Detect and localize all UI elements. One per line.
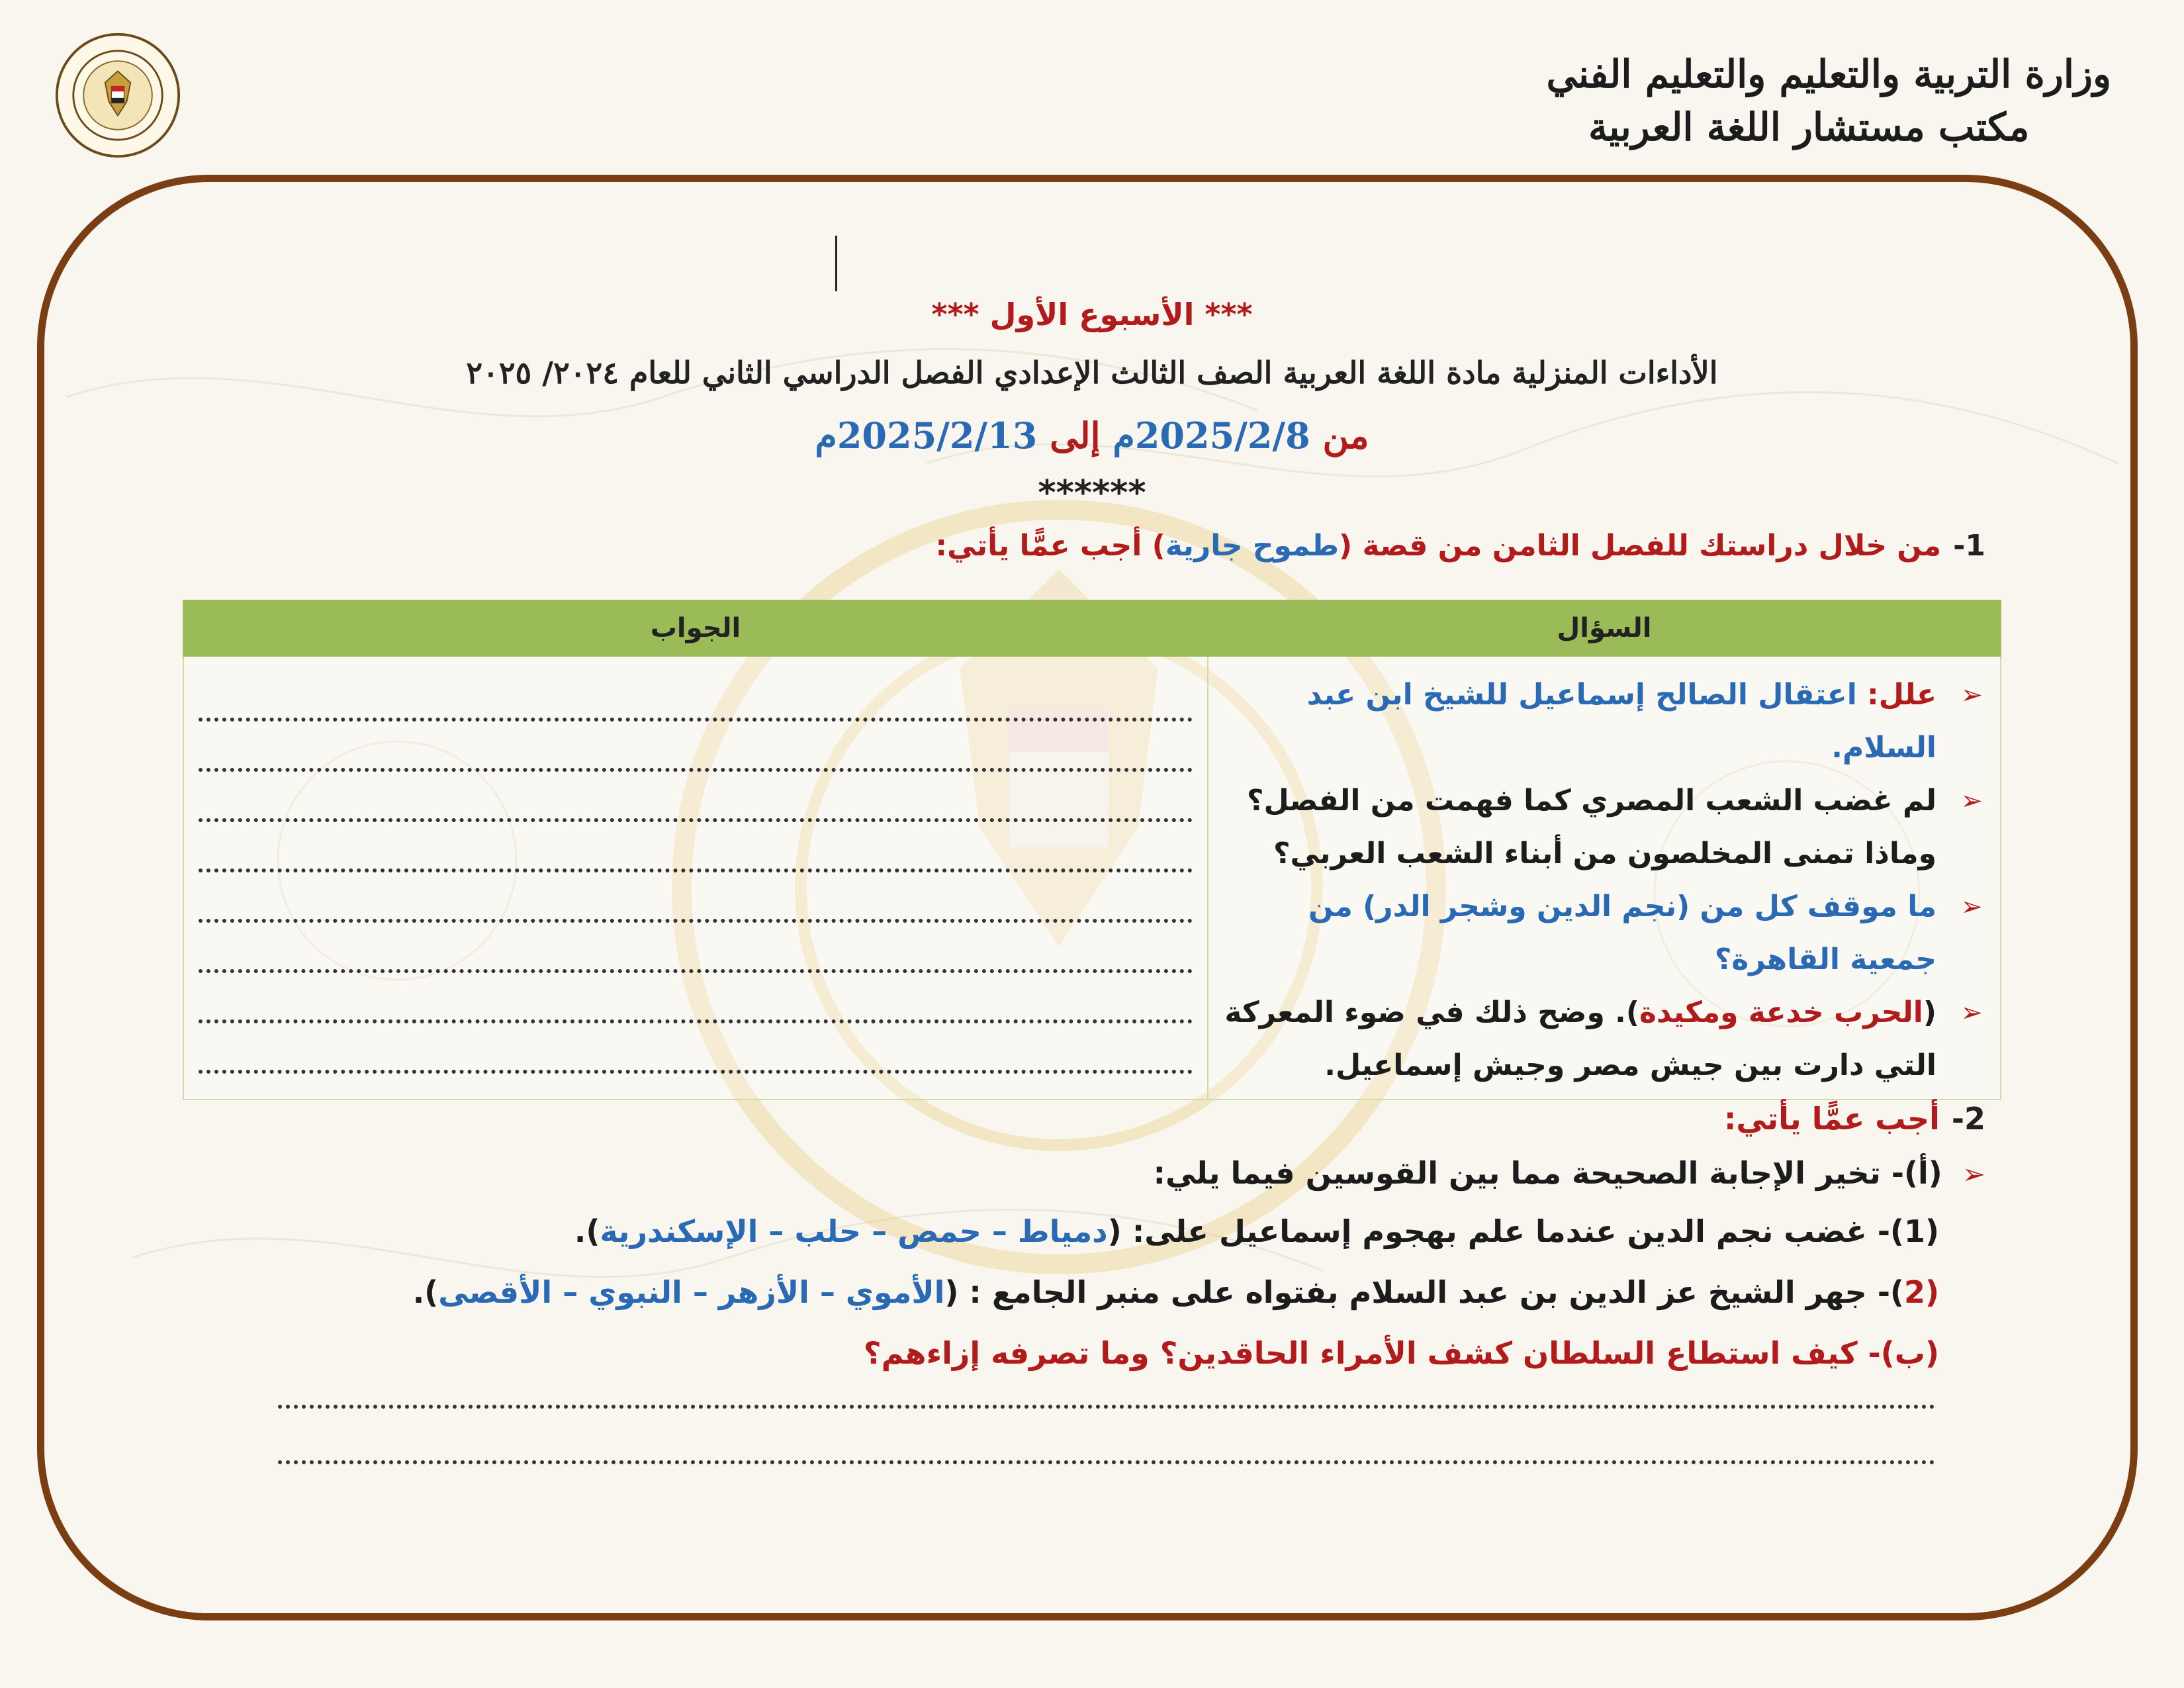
- question-quote: الحرب خدعة ومكيدة: [1639, 996, 1923, 1029]
- question-item: [1222, 774, 1983, 880]
- choice-item-1-prefix: (1)- غضب نجم الدين عندما علم بهجوم إسماعيل على: (: [1107, 1213, 1939, 1249]
- from-word: من: [1322, 414, 1369, 457]
- answer-line[interactable]: [199, 1023, 1193, 1074]
- question-2-text: أجب عمًّا يأتي:: [1723, 1101, 1940, 1137]
- choice-item-2-options[interactable]: الأموي – الأزهر – النبوي – الأقصى: [438, 1274, 945, 1310]
- question-item: [1222, 669, 1983, 774]
- ministry-name: وزارة التربية والتعليم والتعليم الفني: [1546, 52, 2111, 97]
- ministry-seal-logo: [54, 32, 181, 159]
- question-item: ➢ (الحرب خدعة ومكيدة). وضح ذلك في ضوء المعركة التي دارت بين جيش مصر وجيش إسماعيل.: [1222, 986, 1983, 1092]
- question-answer-table: [183, 600, 2001, 1100]
- choice-item-2: [413, 1266, 1939, 1319]
- question-label: علل:: [1867, 678, 1936, 712]
- question-2-number: 2-: [1951, 1101, 1985, 1137]
- part-a-text: (أ)- تخير الإجابة الصحيحة مما بين القوسين فيما يلي:: [1153, 1155, 1942, 1191]
- answer-line[interactable]: [199, 872, 1193, 923]
- answer-line[interactable]: [278, 1454, 1935, 1464]
- question-1-heading: [936, 523, 1985, 569]
- question-1-number: 1-: [1953, 529, 1985, 563]
- question-2-heading: [1724, 1092, 1985, 1145]
- question-text: لم غضب الشعب المصري كما فهمت من الفصل؟ وماذا تمنى المخلصون من أبناء الشعب العربي؟: [1247, 784, 1936, 870]
- to-word: إلى: [1050, 414, 1101, 457]
- choice-item-2-number: (2: [1903, 1274, 1939, 1310]
- answer-line[interactable]: [199, 722, 1193, 772]
- choice-item-1-suffix: ).: [574, 1213, 600, 1249]
- answer-line[interactable]: [199, 923, 1193, 973]
- arrow-bullet-icon: ➢: [1962, 1158, 1985, 1190]
- arrow-bullet-icon: ➢: [1960, 786, 1983, 816]
- answer-line[interactable]: [199, 772, 1193, 822]
- answer-line[interactable]: [278, 1398, 1935, 1409]
- question-text: ما موقف كل من (نجم الدين وشجر الدر) من جمعية القاهرة؟: [1308, 890, 1936, 976]
- answer-line[interactable]: [199, 671, 1193, 722]
- choice-item-2-prefix: )- جهر الشيخ عز الدين بن عبد السلام بفتواه على منبر الجامع : (: [944, 1274, 1904, 1310]
- part-a-heading: [1154, 1147, 1985, 1201]
- stars-divider: ******: [1038, 473, 1146, 513]
- answer-line[interactable]: [199, 973, 1193, 1023]
- story-name: طموح جارية: [1165, 529, 1340, 563]
- arrow-bullet-icon: ➢: [1960, 680, 1983, 710]
- question-item: [1222, 880, 1983, 986]
- choice-item-1: [574, 1205, 1939, 1258]
- choice-item-2-suffix: ).: [412, 1274, 439, 1310]
- office-name: مكتب مستشار اللغة العربية: [1588, 105, 2030, 150]
- answer-line[interactable]: [199, 822, 1193, 872]
- question-text: اعتقال الصالح إسماعيل للشيخ ابن عبد السلام.: [1306, 678, 1936, 765]
- arrow-bullet-icon: ➢: [1960, 998, 1983, 1028]
- page-title: الأداءات المنزلية مادة اللغة العربية الصف الثالث الإعدادي الفصل الدراسي الثاني للعام ٢٠٢٤/ ٢٠٢٥: [466, 355, 1718, 391]
- question-text: ). وضح ذلك في ضوء المعركة التي دارت بين جيش مصر وجيش إسماعيل.: [1224, 996, 1936, 1082]
- answers-cell[interactable]: [183, 656, 1208, 1100]
- ministry-header: [1547, 48, 2111, 154]
- part-b-question: (ب)- كيف استطاع السلطان كشف الأمراء الحاقدين؟ وما تصرفه إزاءهم؟: [863, 1335, 1939, 1371]
- column-header-question: السؤال: [1208, 600, 2001, 656]
- questions-cell: [1208, 656, 2001, 1100]
- choice-item-1-options[interactable]: دمياط – حمص – حلب – الإسكندرية: [600, 1213, 1108, 1249]
- from-date: 2025/2/8م: [1113, 414, 1310, 457]
- week-title: *** الأسبوع الأول ***: [931, 297, 1253, 332]
- text-cursor: [835, 236, 837, 291]
- question-1-text-after: ) أجب عمًّا يأتي:: [935, 529, 1165, 563]
- question-1-text-before: من خلال دراستك للفصل الثامن من قصة (: [1339, 529, 1942, 563]
- column-header-answer: الجواب: [183, 600, 1208, 656]
- date-range: [0, 409, 2184, 462]
- to-date: 2025/2/13م: [815, 414, 1038, 457]
- arrow-bullet-icon: ➢: [1960, 892, 1983, 922]
